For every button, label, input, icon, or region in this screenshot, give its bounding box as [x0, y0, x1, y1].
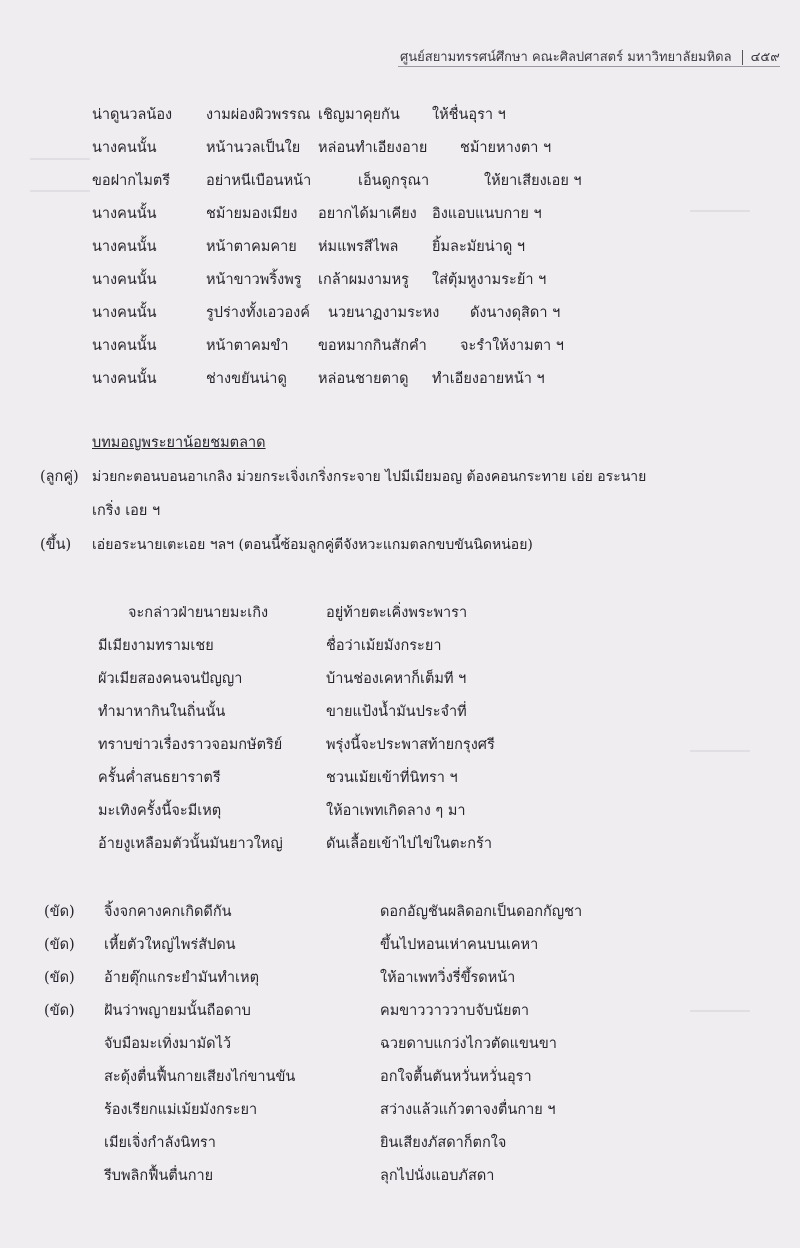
verse-cell: หล่อนชายตาดู	[318, 371, 409, 387]
verse-cell: นางคนนั้น	[92, 239, 157, 255]
verse-cell: อยากได้มาเคียง	[318, 206, 417, 222]
verse-cell: มีเมียงามทรามเชย	[98, 638, 214, 654]
verse-cell: เหี้ยตัวใหญ่ไพร่สัปดน	[104, 937, 236, 953]
bleed-through	[690, 200, 750, 212]
verse-cell: หน้าตาคมขำ	[206, 338, 289, 354]
verse-cell: ขอหมากกินสักคำ	[318, 338, 427, 354]
role-label-khat: (ขัด)	[44, 937, 75, 953]
verse-cell: ให้อาเพทเกิดลาง ๆ มา	[326, 803, 466, 819]
verse-cell: สะดุ้งตื่นฟื้นกายเสียงไก่ขานขัน	[104, 1069, 296, 1085]
verse-cell: พรุ่งนี้จะประพาสท้ายกรุงศรี	[326, 737, 495, 753]
verse-cell: นวยนาฏงามระหง	[328, 305, 440, 321]
verse-cell: นางคนนั้น	[92, 272, 157, 288]
verse-cell: จะกล่าวฝ่ายนายมะเกิง	[128, 605, 269, 621]
verse-cell: อ้ายตุ๊กแกระยำมันทำเหตุ	[104, 970, 259, 986]
verse-cell: งามผ่องผิวพรรณ	[206, 107, 311, 123]
verse-cell: ชม้ายมองเมียง	[206, 206, 298, 222]
verse-cell: ทำมาหากินในถิ่นนั้น	[98, 704, 226, 720]
verse-cell: ใส่ตุ้มหูงามระย้า ฯ	[432, 272, 547, 288]
verse-cell: ฉวยดาบแกว่งไกวตัดแขนขา	[380, 1036, 557, 1052]
lyric-line: เกริ่ง เอย ฯ	[92, 503, 161, 519]
lyric-line: ม่วยกะตอนบอนอาเกลิง ม่วยกระเจิ่งเกริ่งกระจาย ไปมีเมียมอญ ต้องคอนกระทาย เอ่ย อระนาย	[92, 469, 647, 485]
section-title: บทมอญพระยาน้อยชมตลาด	[92, 435, 266, 451]
lyric-line: เอ่ยอระนายเตะเอย ฯลฯ (ตอนนี้ซ้อมลูกคู่ตีจังหวะแกมตลกขบขันนิดหน่อย)	[92, 537, 533, 553]
verse-cell: คมขาววาววาบจับนัยตา	[380, 1003, 530, 1019]
verse-cell: ขอฝากไมตรี	[92, 173, 171, 189]
verse-cell: ช่างขยันน่าดู	[206, 371, 287, 387]
header-title: ศูนย์สยามทรรศน์ศึกษา คณะศิลปศาสตร์ มหาวิทยาลัยมหิดล	[400, 50, 732, 65]
verse-cell: จะรำให้งามตา ฯ	[460, 338, 564, 354]
role-label-khat: (ขัด)	[44, 1003, 75, 1019]
verse-cell: มะเทิงครั้งนี้จะมีเหตุ	[98, 803, 222, 819]
verse-cell: หล่อนทำเอียงอาย	[318, 140, 428, 156]
verse-cell: สว่างแล้วแก้วตาจงตื่นกาย ฯ	[380, 1102, 556, 1118]
verse-cell: ยิ้มละมัยน่าดู ฯ	[432, 239, 526, 255]
verse-cell: หน้านวลเป็นใย	[206, 140, 301, 156]
verse-cell: ชวนเม้ยเข้าที่นิทรา ฯ	[326, 770, 458, 786]
verse-cell: นางคนนั้น	[92, 140, 157, 156]
verse-cell: นางคนนั้น	[92, 338, 157, 354]
verse-cell: เชิญมาคุยกัน	[318, 107, 400, 123]
verse-cell: ครั้นค่ำสนธยาราตรี	[98, 770, 221, 786]
verse-cell: รีบพลิกฟื้นตื่นกาย	[104, 1168, 214, 1184]
bleed-through	[30, 180, 90, 192]
verse-cell: ห่มแพรสีไพล	[318, 239, 399, 255]
verse-cell: ดังนางดุสิดา ฯ	[470, 305, 561, 321]
verse-cell: จับมือมะเทิ่งมามัดไว้	[104, 1036, 232, 1052]
verse-cell: หน้าขาวพริ้งพรู	[206, 272, 302, 288]
verse-cell: อยู่ท้ายตะเคิ่งพระพารา	[326, 605, 468, 621]
header-rule	[398, 66, 780, 67]
verse-cell: ให้ยาเสียงเอย ฯ	[484, 173, 582, 189]
role-label-khat: (ขัด)	[44, 904, 75, 920]
verse-cell: รูปร่างทั้งเอวองค์	[206, 305, 310, 321]
verse-cell: อย่าหนีเบือนหน้า	[206, 173, 312, 189]
verse-cell: อกใจตื้นตันหวั่นหวั่นอุรา	[380, 1069, 532, 1085]
verse-cell: ทราบข่าวเรื่องราวจอมกษัตริย์	[98, 737, 283, 753]
verse-cell: หน้าตาคมคาย	[206, 239, 297, 255]
verse-cell: ขึ้นไปหอนเห่าคนบนเคหา	[380, 937, 539, 953]
verse-cell: ฝันว่าพญายมนั้นถือดาบ	[104, 1003, 251, 1019]
verse-cell: อ้ายงูเหลือมตัวนั้นมันยาวใหญ่	[98, 836, 283, 852]
bleed-through	[690, 740, 750, 752]
verse-cell: นางคนนั้น	[92, 305, 157, 321]
verse-cell: ลุกไปนั่งแอบภัสดา	[380, 1168, 495, 1184]
verse-cell: เกล้าผมงามหรู	[318, 272, 409, 288]
verse-cell: จิ้งจกคางคกเกิดดีกัน	[104, 904, 232, 920]
verse-cell: นางคนนั้น	[92, 371, 157, 387]
role-label-khat: (ขัด)	[44, 970, 75, 986]
verse-cell: ทำเอียงอายหน้า ฯ	[432, 371, 545, 387]
verse-cell: เมียเจิ่งกำลังนิทรา	[104, 1135, 216, 1151]
verse-cell: บ้านช่องเคหาก็เต็มที ฯ	[326, 671, 467, 687]
bleed-through	[30, 148, 90, 160]
verse-cell: ชม้ายหางตา ฯ	[460, 140, 552, 156]
verse-cell: น่าดูนวลน้อง	[92, 107, 173, 123]
verse-cell: ยินเสียงภัสดาก็ตกใจ	[380, 1135, 507, 1151]
verse-cell: เอ็นดูกรุณา	[358, 173, 430, 189]
verse-cell: ให้ชื่นอุรา ฯ	[432, 107, 506, 123]
verse-cell: ให้อาเพทวิ่งรี่ขึ้รดหน้า	[380, 970, 516, 986]
bleed-through	[690, 1000, 750, 1012]
verse-cell: ชื่อว่าเม้ยมังกระยา	[326, 638, 442, 654]
verse-cell: ดอกอัญชันผลิดอกเป็นดอกกัญชา	[380, 904, 583, 920]
running-header	[400, 46, 780, 67]
role-label-khuen: (ขึ้น)	[40, 537, 72, 553]
verse-cell: ผัวเมียสองคนจนปัญญา	[98, 671, 243, 687]
page-number: ๔๕๙	[742, 50, 780, 65]
verse-cell: ร้องเรียกแม่เม้ยมังกระยา	[104, 1102, 258, 1118]
verse-cell: ดันเลื้อยเข้าไปไข่ในตะกร้า	[326, 836, 492, 852]
verse-cell: อิงแอบแนบกาย ฯ	[432, 206, 542, 222]
verse-cell: ขายแป้งน้ำมันประจำที่	[326, 704, 467, 720]
verse-cell: นางคนนั้น	[92, 206, 157, 222]
role-label-lukkhu: (ลูกคู่)	[40, 469, 79, 485]
